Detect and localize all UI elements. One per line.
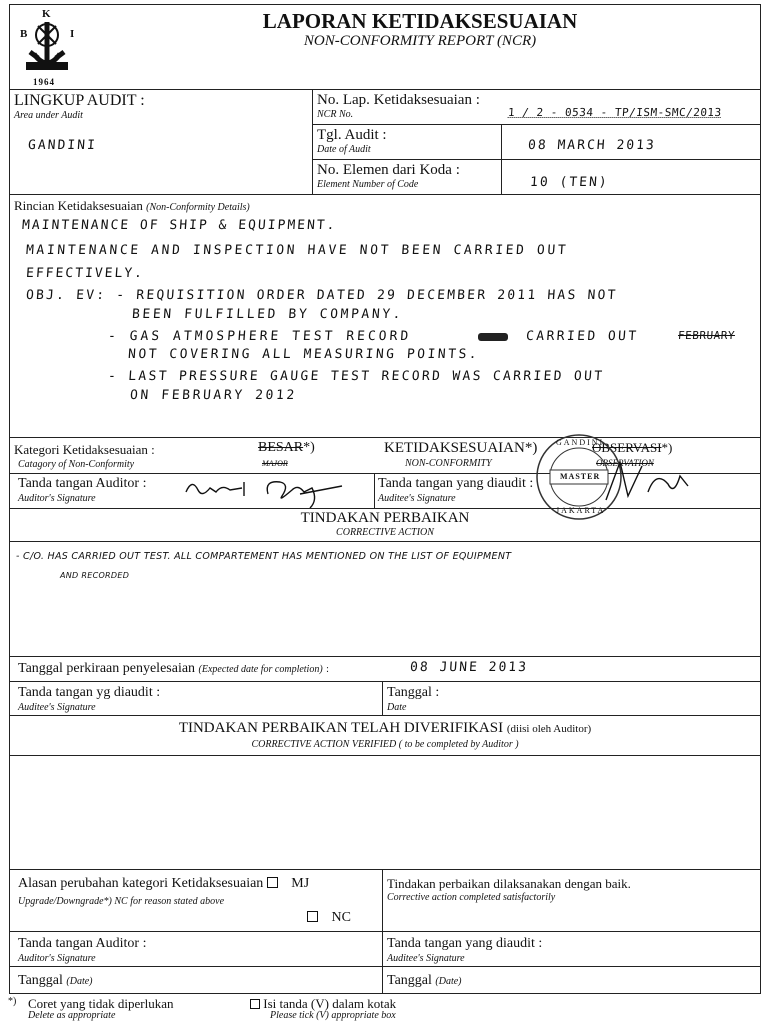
divider bbox=[9, 437, 761, 438]
divider bbox=[9, 89, 761, 90]
logo-letter-k: K bbox=[42, 8, 51, 20]
element-no-value[interactable]: 10 (TEN) bbox=[529, 175, 610, 190]
date2-sublabel: Date bbox=[387, 702, 407, 713]
date3-left-sublabel: (Date) bbox=[66, 976, 93, 987]
reason-label bbox=[18, 876, 309, 892]
category-sublabel: Catagory of Non-Conformity bbox=[18, 459, 135, 470]
scope-value[interactable]: GANDINI bbox=[27, 138, 98, 153]
divider bbox=[9, 194, 761, 195]
details-line: - GAS ATMOSPHERE TEST RECORD bbox=[107, 329, 412, 344]
auditee-signature2-label: Tanda tangan yg diaudit : bbox=[18, 685, 161, 700]
category-obs-sublabel: OBSERVATION bbox=[596, 458, 654, 468]
ncr-no-sublabel: NCR No. bbox=[317, 109, 354, 120]
reason-mj-label: MJ bbox=[291, 876, 310, 891]
details-line: EFFECTIVELY. bbox=[25, 266, 145, 281]
corrective-subtitle: CORRECTIVE ACTION bbox=[336, 527, 434, 538]
date3-left-label: Tanggal bbox=[18, 973, 63, 988]
stamp-top-text: GANDINI bbox=[556, 438, 605, 447]
divider bbox=[9, 931, 761, 932]
divider bbox=[312, 89, 313, 194]
stamp-middle-text: MASTER bbox=[560, 472, 601, 481]
report-subtitle: NON-CONFORMITY REPORT (NCR) bbox=[303, 33, 537, 49]
category-major-mark: *) bbox=[303, 440, 315, 455]
category-label: Kategori Ketidaksesuaian : bbox=[14, 442, 155, 457]
footnote-mark: *) bbox=[8, 996, 17, 1007]
divider bbox=[312, 159, 761, 160]
done-sublabel: Corrective action completed satisfactorily bbox=[387, 892, 556, 903]
auditor-signature3-label: Tanda tangan Auditor : bbox=[18, 936, 147, 951]
category-obs-text: OBSERVASI bbox=[592, 440, 662, 455]
logo-letter-i: I bbox=[70, 28, 75, 40]
audit-date-sublabel: Date of Audit bbox=[317, 144, 371, 155]
logo-letter-b: B bbox=[20, 28, 28, 40]
corrective-title: TINDAKAN PERBAIKAN bbox=[300, 510, 470, 526]
details-line: MAINTENANCE OF SHIP & EQUIPMENT. bbox=[21, 218, 337, 233]
details-line: FEBRUARY bbox=[677, 329, 736, 342]
category-obs-mark: *) bbox=[661, 440, 673, 455]
auditee-signature3-sublabel: Auditee's Signature bbox=[387, 953, 465, 964]
footnote-delete-sublabel: Delete as appropriate bbox=[28, 1010, 116, 1021]
scope-sublabel: Area under Audit bbox=[14, 110, 83, 121]
corrective-line: AND RECORDED bbox=[60, 571, 130, 580]
divider bbox=[374, 473, 375, 508]
category-nc[interactable] bbox=[384, 440, 537, 456]
auditee-signature-label: Tanda tangan yang diaudit : bbox=[378, 476, 534, 491]
divider bbox=[9, 541, 761, 542]
auditee-signature-sublabel: Auditee's Signature bbox=[378, 493, 456, 504]
category-nc-mark: *) bbox=[524, 440, 538, 456]
element-no-label: No. Elemen dari Koda : bbox=[317, 162, 460, 178]
divider bbox=[382, 681, 383, 715]
details-line: - LAST PRESSURE GAUGE TEST RECORD WAS CARRIED OUT bbox=[107, 369, 605, 384]
date3-right bbox=[387, 973, 462, 990]
divider bbox=[312, 124, 761, 125]
auditee-signature2-sublabel: Auditee's Signature bbox=[18, 702, 96, 713]
verified-subtitle: CORRECTIVE ACTION VERIFIED ( to be completed by Auditor ) bbox=[251, 739, 519, 750]
category-major-text: BESAR bbox=[258, 440, 304, 455]
footnote-delete: Coret yang tidak diperlukan bbox=[28, 996, 174, 1011]
date2-label: Tanggal : bbox=[387, 685, 440, 700]
company-logo bbox=[16, 8, 78, 88]
details-label bbox=[14, 198, 250, 216]
details-line: OBJ. EV: - REQUISITION ORDER DATED 29 DECEMBER 2011 HAS NOT bbox=[25, 288, 619, 303]
completion-label-text: Tanggal perkiraan penyelesaian bbox=[18, 661, 196, 676]
category-major-sublabel: MAJOR bbox=[262, 459, 288, 468]
auditee-signature[interactable] bbox=[598, 456, 708, 506]
report-title: LAPORAN KETIDAKSESUAIAN bbox=[262, 9, 578, 33]
details-line: BEEN FULFILLED BY COMPANY. bbox=[131, 307, 404, 322]
auditor-signature-sublabel: Auditor's Signature bbox=[18, 493, 96, 504]
details-line: MAINTENANCE AND INSPECTION HAVE NOT BEEN CARRIED OUT bbox=[25, 243, 569, 258]
divider bbox=[9, 715, 761, 716]
details-label-text: Rincian Ketidaksesuaian bbox=[14, 198, 143, 213]
audit-date-label: Tgl. Audit : bbox=[317, 127, 387, 143]
reason-nc-option bbox=[307, 910, 351, 926]
reason-label-text: Alasan perubahan kategori Ketidaksesuaian bbox=[18, 876, 264, 891]
corrective-line: - C/O. HAS CARRIED OUT TEST. ALL COMPARTEMENT HAS MENTIONED ON THE LIST OF EQUIPMENT bbox=[16, 551, 512, 562]
divider bbox=[9, 966, 761, 967]
reason-nc-checkbox[interactable] bbox=[307, 911, 318, 922]
element-no-sublabel: Element Number of Code bbox=[317, 179, 419, 190]
done-label: Tindakan perbaikan dilaksanakan dengan baik. bbox=[387, 876, 631, 891]
divider bbox=[9, 508, 761, 509]
details-sublabel: (Non-Conformity Details) bbox=[146, 202, 250, 213]
verified-title bbox=[9, 720, 761, 737]
category-major[interactable] bbox=[258, 440, 315, 456]
divider bbox=[9, 681, 761, 682]
completion-colon: : bbox=[326, 664, 329, 675]
auditor-signature[interactable] bbox=[182, 474, 352, 510]
footnote-tick-sublabel: Please tick (V) appropriate box bbox=[270, 1010, 396, 1021]
divider bbox=[9, 869, 761, 870]
verified-title-text: TINDAKAN PERBAIKAN TELAH DIVERIFIKASI bbox=[178, 720, 504, 736]
details-line: ON FEBRUARY 2012 bbox=[129, 388, 298, 403]
reason-sublabel: Upgrade/Downgrade*) NC for reason stated above bbox=[18, 896, 225, 907]
auditee-signature3-label: Tanda tangan yang diaudit : bbox=[387, 936, 543, 951]
date3-left bbox=[18, 973, 93, 990]
divider bbox=[9, 656, 761, 657]
auditor-signature-label: Tanda tangan Auditor : bbox=[18, 476, 147, 491]
reason-nc-label: NC bbox=[331, 910, 351, 925]
footnote-checkbox-icon bbox=[250, 999, 260, 1009]
details-line: NOT COVERING ALL MEASURING POINTS. bbox=[127, 347, 480, 362]
anchor-logo-icon bbox=[16, 8, 78, 88]
ncr-no-label: No. Lap. Ketidaksesuaian : bbox=[317, 92, 480, 108]
divider bbox=[501, 124, 502, 194]
logo-year: 1964 bbox=[33, 77, 55, 87]
completion-value[interactable]: 08 JUNE 2013 bbox=[409, 660, 529, 675]
stamp-bottom-text: JAKARTA bbox=[556, 506, 606, 515]
scribble-mark bbox=[478, 333, 508, 341]
ncr-no-value[interactable]: 1 / 2 - 0534 - TP/ISM-SMC/2013 bbox=[507, 106, 723, 119]
date3-right-label: Tanggal bbox=[387, 973, 432, 988]
date3-right-sublabel: (Date) bbox=[435, 976, 462, 987]
auditor-signature3-sublabel: Auditor's Signature bbox=[18, 953, 96, 964]
category-nc-text: KETIDAKSESUAIAN bbox=[384, 440, 525, 456]
details-line: CARRIED OUT bbox=[525, 329, 640, 344]
scope-label: LINGKUP AUDIT : bbox=[14, 92, 145, 109]
divider bbox=[9, 755, 761, 756]
completion-label bbox=[18, 661, 329, 678]
reason-mj-checkbox[interactable] bbox=[267, 877, 278, 888]
audit-date-value[interactable]: 08 MARCH 2013 bbox=[527, 138, 657, 153]
category-nc-sublabel: NON-CONFORMITY bbox=[405, 458, 492, 469]
verified-title-note: (diisi oleh Auditor) bbox=[506, 723, 592, 735]
footnote-tick-text: Isi tanda (V) dalam kotak bbox=[263, 996, 397, 1011]
completion-sublabel: (Expected date for completion) bbox=[198, 664, 323, 675]
